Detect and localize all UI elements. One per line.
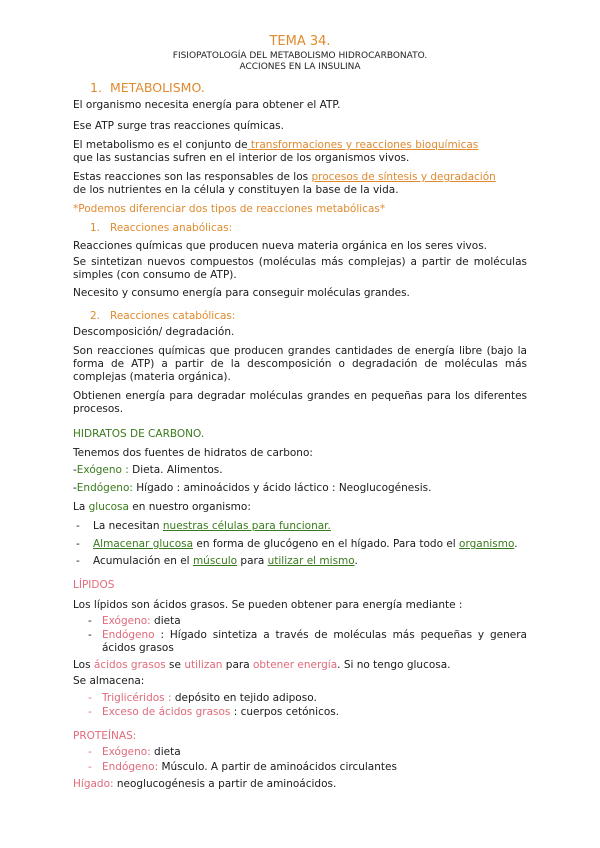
text-span: La [73,501,89,513]
bullet-dash: - [88,629,92,641]
text-span: : Hígado sintetiza a través de moléculas más pequeñas y genera ácidos grasos [102,629,527,654]
note-line: *Podemos diferenciar dos tipos de reacciones metabólicas* [73,203,386,215]
label: Hígado: [73,778,114,790]
section-heading-lipidos: LÍPIDOS [73,579,115,591]
list-item [93,555,358,568]
label: Endógeno [102,629,155,641]
paragraph: Necesito y consumo energía para conseguir moléculas grandes. [73,287,410,299]
bullet-dash: - [76,520,80,532]
text-span: depósito en tejido adiposo. [171,692,317,704]
bullet-dash: - [88,706,92,718]
paragraph: Tenemos dos fuentes de hidratos de carbono: [73,447,313,459]
bullet-dash: - [76,555,80,567]
dash: - [73,482,77,494]
highlight-link: nuestras células para funcionar. [162,520,331,532]
text-span: . [354,555,358,567]
bullet-dash: - [88,746,92,758]
highlight: glucosa [88,501,129,513]
paragraph [73,139,478,152]
text-span: Los [73,659,94,671]
label: Exógeno: [102,746,151,758]
subsection-heading-anabolicas: Reacciones anabólicas: [110,222,233,234]
paragraph [73,778,336,791]
highlight-link: transformaciones y reacciones bioquímicas [247,139,479,151]
source-item-endogeno [73,482,431,495]
highlight: obtener energía [252,659,338,671]
text-span: : cuerpos cetónicos. [230,706,340,718]
bullet-dash: - [76,538,80,550]
text-span: Hígado : aminoácidos y ácido láctico : Neoglucogénesis. [132,482,432,494]
text-span: La necesitan [93,520,163,532]
subsection-heading-catabolicas: Reacciones catabólicas: [110,310,236,322]
paragraph: de los nutrientes en la célula y constituyen la base de la vida. [73,184,399,196]
text-span: dieta [150,615,181,627]
paragraph: El organismo necesita energía para obtener el ATP. [73,99,341,111]
section-heading-proteinas: PROTEÍNAS: [73,730,137,742]
dash: - [73,464,77,476]
highlight-link: organismo [459,538,515,550]
subsection-number: 2. [90,310,101,322]
section-heading-metabolismo: METABOLISMO. [110,80,205,95]
subsection-number: 1. [90,222,101,234]
text-span: se [165,659,185,671]
text-span: para [222,659,253,671]
text-span: Dieta. Alimentos. [128,464,223,476]
text-span: dieta [150,746,181,758]
text-span: . Si no tengo glucosa. [337,659,451,671]
text-span: para [237,555,268,567]
bullet-dash: - [88,761,92,773]
text-span: neoglucogénesis a partir de aminoácidos. [113,778,337,790]
paragraph [73,171,496,184]
paragraph: que las sustancias sufren en el interior de los organismos vivos. [73,152,410,164]
page-subtitle-line-2: ACCIONES EN LA INSULINA [239,62,361,72]
highlight-link: procesos de síntesis y degradación [311,171,496,183]
bullet-dash: - [88,692,92,704]
list-item [93,538,518,551]
paragraph [73,659,451,672]
text-span: Estas reacciones son las responsables de los [73,171,312,183]
paragraph: Son reacciones químicas que producen grandes cantidades de energía libre (bajo la forma de ATP) a partir de la descomposición o degradación de moléculas más complejas (materia orgánica). [73,345,527,383]
text-span: en forma de glucógeno en el hígado. Para todo el [193,538,460,550]
paragraph: Se sintetizan nuevos compuestos (moléculas más complejas) a partir de moléculas simples (con consumo de ATP). [73,256,527,281]
text-span: en nuestro organismo: [128,501,251,513]
paragraph: Obtienen energía para degradar moléculas grandes en pequeñas para los diferentes procesos. [73,390,527,415]
text-span: . [514,538,518,550]
label: Exógeno: [102,615,151,627]
text-span: Acumulación en el [93,555,193,567]
highlight: ácidos grasos [93,659,166,671]
section-number: 1. [90,80,102,95]
highlight-link: utilizar el mismo [267,555,355,567]
highlight-link: Almacenar glucosa [93,538,194,550]
text-span: Músculo. A partir de aminoácidos circulantes [158,761,397,773]
paragraph: Reacciones químicas que producen nueva materia orgánica en los seres vivos. [73,240,488,252]
label: Exógeno : [76,464,129,476]
list-item [102,692,317,705]
label: Triglicéridos : [102,692,172,704]
label: Exceso de ácidos grasos [102,706,231,718]
page-title: TEMA 34. [269,34,331,49]
paragraph: Los lípidos son ácidos grasos. Se pueden obtener para energía mediante : [73,599,463,611]
list-item [93,520,331,533]
bullet-dash: - [88,615,92,627]
source-item-exogeno [73,464,223,477]
paragraph [73,501,251,514]
list-item [102,615,181,628]
section-heading-hidratos: HIDRATOS DE CARBONO. [73,428,205,440]
list-item [102,761,397,774]
label: Endógeno: [76,482,133,494]
text-span: El metabolismo es el conjunto de [73,139,248,151]
highlight-link: músculo [192,555,238,567]
paragraph: Descomposición/ degradación. [73,326,235,338]
highlight: utilizan [184,659,223,671]
list-item [102,629,527,655]
paragraph: Ese ATP surge tras reacciones químicas. [73,120,284,132]
list-item [102,746,181,759]
paragraph: Se almacena: [73,675,145,687]
list-item [102,706,339,719]
label: Endógeno: [102,761,159,773]
page-subtitle-line-1: FISIOPATOLOGÍA DEL METABOLISMO HIDROCARBONATO. [172,51,428,61]
